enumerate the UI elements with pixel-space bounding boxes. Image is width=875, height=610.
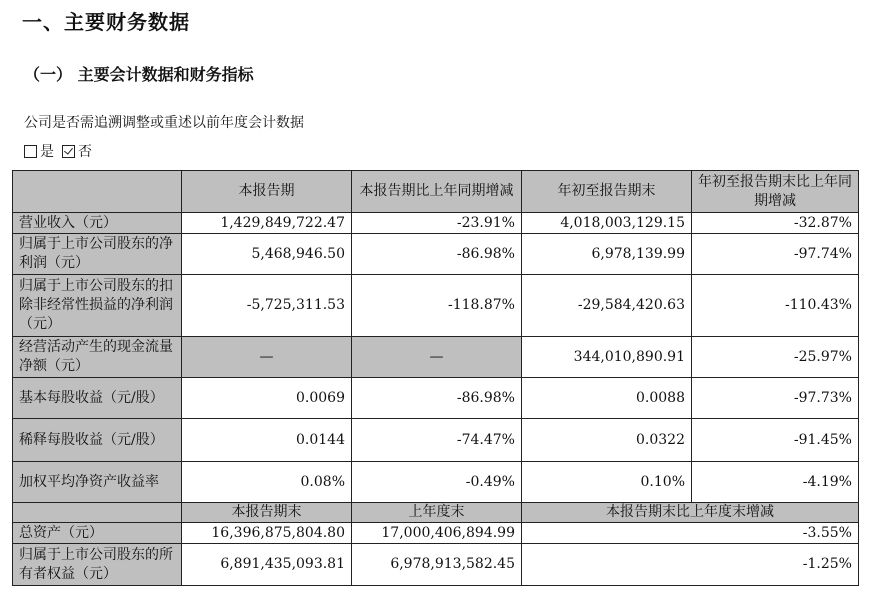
cell-value: -86.98% [352, 378, 522, 419]
cell-value: 0.0069 [182, 378, 352, 419]
table-row [13, 213, 859, 234]
cell-value: -5,725,311.53 [182, 275, 352, 337]
row-label: 基本每股收益（元/股） [13, 378, 182, 419]
cell-value: 6,891,435,093.81 [182, 544, 352, 586]
retro-adjust-question: 公司是否需追溯调整或重述以前年度会计数据 [24, 115, 304, 131]
table-header-row [13, 171, 859, 213]
cell-value: 6,978,139.99 [522, 234, 692, 275]
table-row [13, 234, 859, 275]
table-row [13, 419, 859, 462]
cell-value: 0.0088 [522, 378, 692, 419]
cell-value: 0.10% [522, 462, 692, 503]
header-prior-year-end: 上年度末 [352, 503, 522, 523]
cell-value: 5,468,946.50 [182, 234, 352, 275]
cell-value: 4,018,003,129.15 [522, 213, 692, 234]
row-label: 归属于上市公司股东的扣除非经常性损益的净利润（元） [13, 275, 182, 337]
option-yes[interactable] [24, 141, 54, 161]
cell-value: 16,396,875,804.80 [182, 523, 352, 544]
cell-value: -3.55% [522, 523, 859, 544]
row-label: 归属于上市公司股东的所有者权益（元） [13, 544, 182, 586]
header-current-yoy: 本报告期比上年同期增减 [352, 171, 522, 213]
cell-value: -118.87% [352, 275, 522, 337]
row-label: 总资产（元） [13, 523, 182, 544]
header2-blank-cell [13, 503, 182, 523]
table-row [13, 337, 859, 378]
cell-value: — [182, 337, 352, 378]
option-yes-label: 是 [40, 144, 54, 160]
cell-value: -23.91% [352, 213, 522, 234]
cell-value: 0.0322 [522, 419, 692, 462]
table-row [13, 544, 859, 586]
row-label: 经营活动产生的现金流量净额（元） [13, 337, 182, 378]
cell-value: — [352, 337, 522, 378]
header-period-end-change: 本报告期末比上年度末增减 [522, 503, 859, 523]
header-blank-cell [13, 171, 182, 213]
cell-value: -110.43% [692, 275, 859, 337]
cell-value: -25.97% [692, 337, 859, 378]
cell-value: -74.47% [352, 419, 522, 462]
header-ytd: 年初至报告期末 [522, 171, 692, 213]
table-row [13, 378, 859, 419]
table-row [13, 275, 859, 337]
header-current-period: 本报告期 [182, 171, 352, 213]
cell-value: -86.98% [352, 234, 522, 275]
cell-value: 1,429,849,722.47 [182, 213, 352, 234]
section-title: （一） 主要会计数据和财务指标 [24, 65, 254, 84]
row-label: 稀释每股收益（元/股） [13, 419, 182, 462]
cell-value: -97.74% [692, 234, 859, 275]
cell-value: -97.73% [692, 378, 859, 419]
cell-value: -29,584,420.63 [522, 275, 692, 337]
cell-value: 344,010,890.91 [522, 337, 692, 378]
financial-data-table [12, 170, 859, 586]
page-title: 一、主要财务数据 [22, 10, 190, 34]
header-ytd-yoy: 年初至报告期末比上年同期增减 [692, 171, 859, 213]
cell-value: 0.0144 [182, 419, 352, 462]
option-no-label: 否 [78, 144, 92, 160]
cell-value: -1.25% [522, 544, 859, 586]
cell-value: -91.45% [692, 419, 859, 462]
cell-value: -32.87% [692, 213, 859, 234]
cell-value: 0.08% [182, 462, 352, 503]
checkbox-unchecked-icon[interactable] [24, 145, 37, 158]
header-period-end: 本报告期末 [182, 503, 352, 523]
row-label: 营业收入（元） [13, 213, 182, 234]
row-label: 归属于上市公司股东的净利润（元） [13, 234, 182, 275]
row-label: 加权平均净资产收益率 [13, 462, 182, 503]
table-header-row-2 [13, 503, 859, 523]
cell-value: -0.49% [352, 462, 522, 503]
cell-value: -4.19% [692, 462, 859, 503]
retro-adjust-options [24, 141, 92, 161]
cell-value: 6,978,913,582.45 [352, 544, 522, 586]
checkbox-checked-icon[interactable] [62, 145, 75, 158]
cell-value: 17,000,406,894.99 [352, 523, 522, 544]
table-row [13, 523, 859, 544]
option-no[interactable] [62, 141, 92, 161]
table-row [13, 462, 859, 503]
